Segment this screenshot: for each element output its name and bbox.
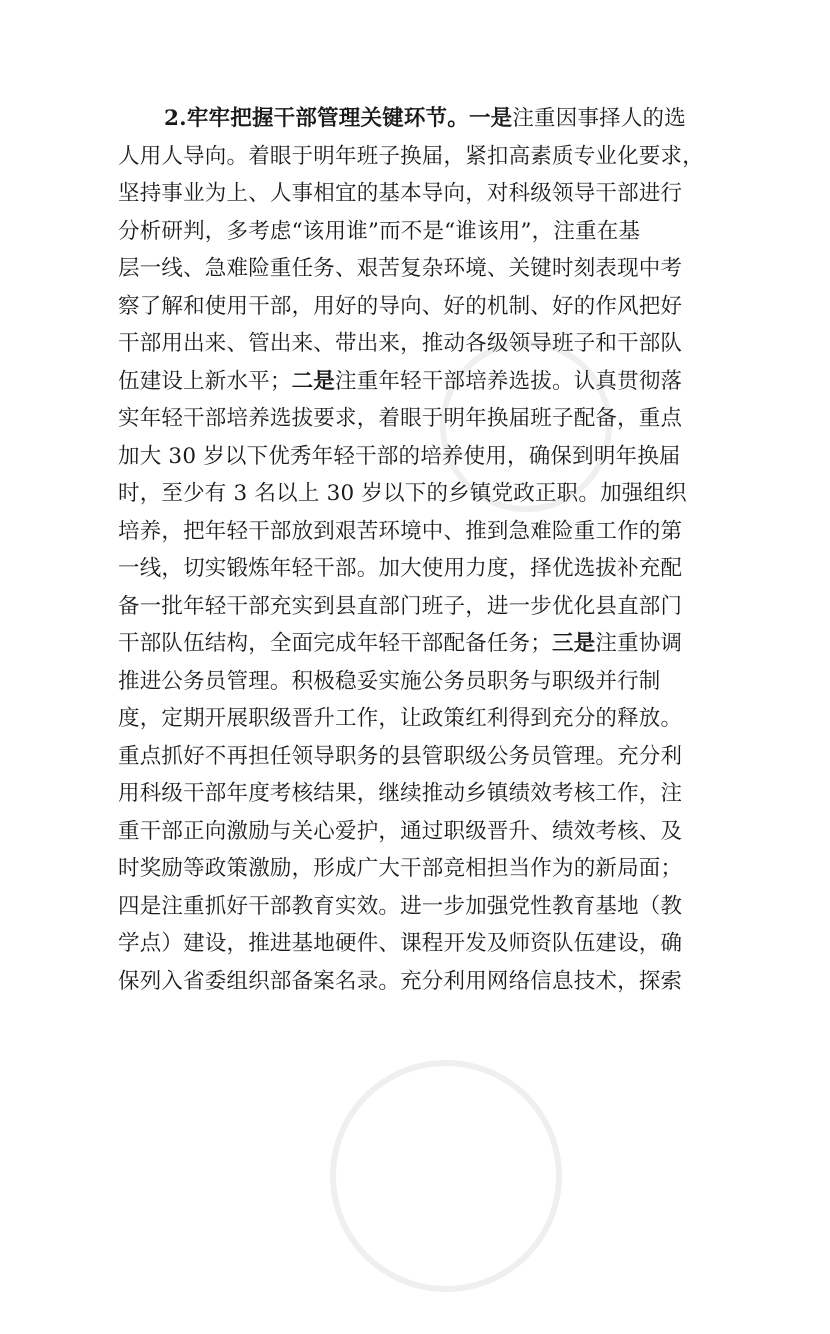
text-run: 干部队伍结构，全面完成年轻干部配备任务；: [118, 631, 553, 656]
watermark-seal: [288, 1018, 605, 1334]
text-run: 推进公务员管理。积极稳妥实施公务员职务与职级并行制: [118, 668, 661, 694]
bold-text-run: 三是: [552, 631, 596, 656]
text-run: 察了解和使用干部，用好的导向、好的机制、好的作风把好: [118, 293, 683, 319]
text-line: [118, 400, 718, 438]
text-line: [118, 963, 718, 1001]
text-run: 干部用出来、管出来、带出来，推动各级领导班子和干部队: [118, 331, 683, 356]
text-run: 注重年轻干部培养选拔。认真贯彻落: [335, 368, 683, 394]
text-run: 四是注重抓好干部教育实效。进一步加强党性教育基地（教: [118, 893, 683, 919]
text-line: [118, 325, 718, 363]
text-run: 保列入省委组织部备案名录。充分利用网络信息技术，探索: [118, 968, 683, 994]
text-run: 注重因事择人的选: [512, 106, 686, 131]
text-line: [118, 850, 718, 888]
text-run: 一线，切实锻炼年轻干部。加大使用力度，择优选拔补充配: [118, 556, 683, 581]
text-line: [118, 138, 718, 176]
bold-text-run: 二是: [291, 368, 336, 394]
text-run: 重干部正向激励与关心爱护，通过职级晋升、绩效考核、及: [118, 818, 683, 844]
bold-text-run: 2.牢牢把握干部管理关键环节。: [164, 106, 469, 131]
text-run: 度，定期开展职级晋升工作，让政策红利得到充分的释放。: [118, 706, 683, 731]
text-run: 分析研判，多考虑“该用谁”而不是“谁该用”，注重在基: [118, 218, 641, 244]
text-line: [118, 513, 718, 551]
text-line: [118, 663, 718, 701]
text-run: 注重协调: [595, 631, 683, 656]
text-run: 加大 30 岁以下优秀年轻干部的培养使用，确保到明年换届: [118, 443, 681, 469]
document-body: [118, 100, 718, 1000]
text-run: 重点抓好不再担任领导职务的县管职级公务员管理。充分利: [118, 743, 683, 769]
text-line: [118, 813, 718, 851]
text-run: 时奖励等政策激励，形成广大干部竞相担当作为的新局面；: [118, 856, 683, 881]
text-line: [118, 700, 718, 738]
text-line: [118, 438, 718, 476]
text-line: [118, 925, 718, 963]
text-line: [118, 550, 718, 588]
text-line: [118, 775, 718, 813]
text-line: [118, 625, 718, 663]
text-line: [118, 475, 718, 513]
text-run: 层一线、急难险重任务、艰苦复杂环境、关键时刻表现中考: [118, 256, 683, 281]
text-run: 实年轻干部培养选拔要求，着眼于明年换届班子配备，重点: [118, 406, 683, 431]
text-line: [118, 363, 718, 401]
text-run: 培养，把年轻干部放到艰苦环境中、推到急难险重工作的第: [118, 518, 683, 544]
text-line: [118, 738, 718, 776]
text-line: [118, 588, 718, 626]
text-line: [118, 175, 718, 213]
text-run: 学点）建设，推进基地硬件、课程开发及师资队伍建设，确: [118, 931, 683, 956]
text-run: 时，至少有 3 名以上 30 岁以下的乡镇党政正职。加强组织: [118, 481, 687, 506]
text-run: 坚持事业为上、人事相宜的基本导向，对科级领导干部进行: [118, 181, 683, 206]
text-run: 伍建设上新水平；: [118, 368, 292, 394]
text-line: [118, 213, 718, 251]
text-line: [118, 100, 718, 138]
text-line: [118, 888, 718, 926]
bold-text-run: 一是: [468, 106, 513, 131]
text-run: 用科级干部年度考核结果，继续推动乡镇绩效考核工作，注: [118, 781, 683, 806]
text-run: 人用人导向。着眼于明年班子换届，紧扣高素质专业化要求，: [118, 143, 704, 169]
text-line: [118, 250, 718, 288]
text-run: 备一批年轻干部充实到县直部门班子，进一步优化县直部门: [118, 593, 683, 619]
text-line: [118, 288, 718, 326]
